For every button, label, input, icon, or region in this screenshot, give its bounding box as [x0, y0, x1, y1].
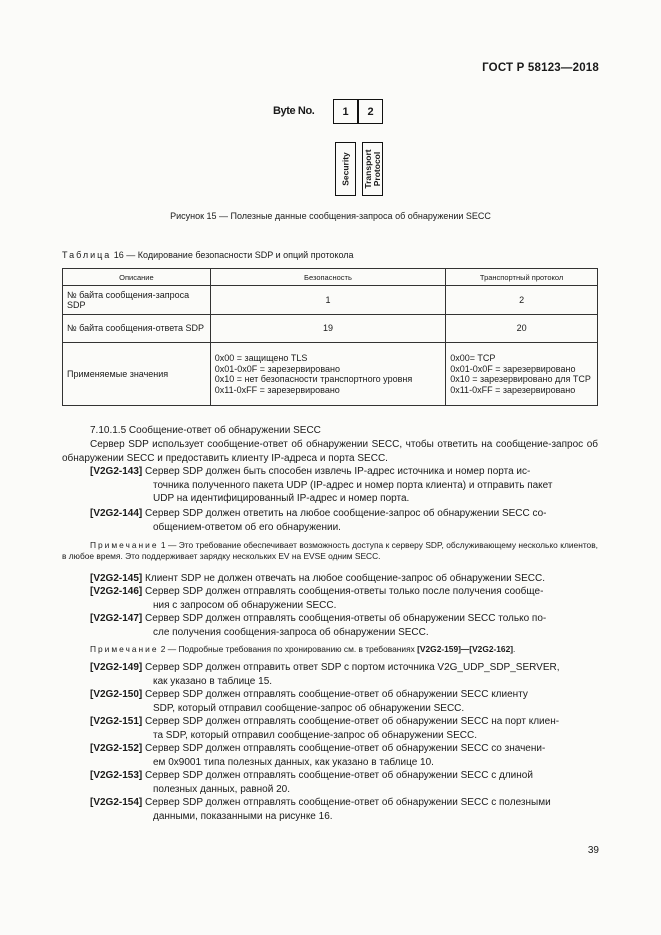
note-text: Это требование обеспечивает возможность доступа к серверу SDP, обслуживающему несколько клиентов, в любое время. Это поддерживает зарядку нескольких EV на EVSE одним SECC. [62, 540, 598, 561]
requirement-cont: как указано в таблице 15. [153, 675, 273, 687]
note-ref: [V2G2-159] [417, 644, 461, 654]
row1-security: 1 [210, 286, 445, 315]
field-security-label: Security [340, 152, 350, 186]
requirement-tag: [V2G2-149] [90, 662, 143, 673]
note-ref: [V2G2-162] [469, 644, 514, 654]
note-label: Примечание [90, 540, 159, 550]
page-number: 39 [587, 845, 599, 856]
byte-box-1: 1 [333, 99, 358, 124]
requirement-v2g2-144 [90, 507, 598, 534]
requirement-v2g2-147 [90, 612, 598, 639]
security-value-line: 0x00 = защищено TLS [214, 353, 308, 363]
row2-desc: № байта сообщения-ответа SDP [63, 315, 211, 343]
requirement-text: Клиент SDP не должен отвечать на любое сообщение-запрос об обнаружении SECC. [145, 573, 545, 584]
requirement-text: Сервер SDP должен отправлять сообщения-ответы об обнаружении SECC только по- [145, 613, 547, 624]
table-title-word: Таблица [62, 250, 112, 260]
document-header: ГОСТ Р 58123—2018 [482, 62, 599, 74]
requirement-tag: [V2G2-151] [90, 716, 143, 727]
table-row [63, 343, 598, 406]
table-title [62, 250, 354, 260]
note-2 [62, 644, 598, 655]
note-1 [62, 540, 598, 562]
requirement-text: Сервер SDP должен отправлять сообщение-ответ об обнаружении SECC на порт клиен- [145, 716, 560, 727]
requirement-v2g2-146 [90, 585, 598, 612]
table-row [63, 315, 598, 343]
requirement-cont: UDP на идентифицированный IP-адрес и номер порта. [153, 493, 410, 504]
requirement-cont: SDP, который отправил сообщение-запрос об обнаружении SECC. [153, 702, 465, 714]
note-end: . [513, 644, 516, 654]
requirement-cont: ем 0x9001 типа полезных данных, как указано в таблице 10. [153, 756, 434, 768]
transport-value-line: 0x10 = зарезервировано для TCP [450, 374, 591, 384]
requirement-v2g2-152 [90, 742, 598, 769]
requirement-cont: та SDP, который отправил сообщение-запрос об обнаружении SECC. [153, 729, 477, 741]
requirement-cont: полезных данных, равной 20. [153, 783, 290, 795]
field-transport-protocol-label: Transport Protocol [362, 149, 382, 189]
byte-box-2: 2 [358, 99, 383, 124]
requirement-cont: данными, показанными на рисунке 16. [153, 810, 333, 822]
requirement-v2g2-150 [90, 688, 598, 715]
requirement-tag: [V2G2-143] [90, 466, 143, 477]
requirement-tag: [V2G2-152] [90, 743, 143, 754]
requirement-cont: точника полученного пакета UDP (IP-адрес и номер порта клиента) и отправить пакет [153, 479, 553, 491]
requirement-tag: [V2G2-145] [90, 573, 143, 584]
row2-security: 19 [210, 315, 445, 343]
table-title-rest: 16 — Кодирование безопасности SDP и опций протокола [111, 250, 354, 260]
row3-security [210, 343, 445, 406]
section-heading: 7.10.1.5 Сообщение-ответ об обнаружении SECC [90, 425, 321, 436]
requirement-text: Сервер SDP должен отправлять сообщение-ответ об обнаружении SECC со значени- [145, 743, 546, 754]
requirement-text: Сервер SDP должен ответить на любое сообщение-запрос об обнаружении SECC со- [145, 508, 547, 519]
table-header-row [63, 269, 598, 286]
col-header-security: Безопасность [210, 269, 445, 286]
requirement-tag: [V2G2-146] [90, 586, 143, 597]
security-value-line: 0x10 = нет безопасности транспортного уровня [214, 374, 413, 384]
col-header-description: Описание [63, 269, 211, 286]
field-transport-protocol [362, 142, 383, 196]
requirement-tag: [V2G2-153] [90, 770, 143, 781]
security-value-line: 0x11-0xFF = зарезервировано [214, 384, 340, 395]
sdp-coding-table [62, 268, 598, 406]
requirement-tag: [V2G2-154] [90, 797, 143, 808]
requirement-v2g2-143 [90, 465, 598, 506]
requirement-text: Сервер SDP должен отправлять сообщение-ответ об обнаружении SECC с полезными [145, 797, 551, 808]
row2-transport: 20 [446, 315, 598, 343]
note-number: 1 — [158, 540, 179, 550]
figure-caption: Рисунок 15 — Полезные данные сообщения-запроса об обнаружении SECC [170, 211, 491, 221]
byte-number-label: Byte No. [273, 105, 315, 117]
note-number: 2 — [158, 644, 179, 654]
requirement-text: Сервер SDP должен быть способен извлечь IP-адрес источника и номер порта ис- [145, 466, 531, 477]
requirement-text: Сервер SDP должен отправлять сообщения-ответы только после получения сообще- [145, 586, 544, 597]
requirement-v2g2-151 [90, 715, 598, 742]
requirement-v2g2-149 [90, 661, 598, 688]
requirement-v2g2-145 [90, 572, 598, 586]
row3-transport [446, 343, 598, 406]
requirement-tag: [V2G2-150] [90, 689, 143, 700]
requirement-v2g2-154 [90, 796, 598, 823]
requirement-text: Сервер SDP должен отправить ответ SDP с портом источника V2G_UDP_SDP_SERVER, [145, 662, 560, 673]
row1-desc: № байта сообщения-запроса SDP [63, 286, 211, 315]
section-intro: Сервер SDP использует сообщение-ответ об обнаружении SECC, чтобы ответить на сообщение-запрос об обнаружении SECC и предоставить клиенту IP-адреса и порта SECC. [62, 439, 598, 464]
table-row [63, 286, 598, 315]
field-security [335, 142, 356, 196]
transport-value-line: 0x11-0xFF = зарезервировано [450, 384, 576, 395]
requirement-v2g2-153 [90, 769, 598, 796]
transport-value-line: 0x01-0x0F = зарезервировано [450, 363, 576, 374]
security-value-line: 0x01-0x0F = зарезервировано [214, 363, 340, 374]
requirement-cont: ния с запросом об обнаружении SECC. [153, 599, 337, 611]
note-text: Подробные требования по хронированию см. в требованиях [178, 644, 418, 654]
note-dash: — [460, 644, 470, 654]
row1-transport: 2 [446, 286, 598, 315]
requirement-cont: общением-ответом об его обнаружении. [153, 521, 341, 533]
note-label: Примечание [90, 644, 159, 654]
transport-value-line: 0x00= TCP [450, 353, 496, 363]
requirement-text: Сервер SDP должен отправлять сообщение-ответ об обнаружении SECC с длиной [145, 770, 533, 781]
row3-desc: Применяемые значения [63, 343, 211, 406]
col-header-transport: Транспортный протокол [446, 269, 598, 286]
requirement-cont: сле получения сообщения-запроса об обнаружении SECC. [153, 626, 429, 638]
requirement-tag: [V2G2-147] [90, 613, 143, 624]
requirement-tag: [V2G2-144] [90, 508, 143, 519]
requirement-text: Сервер SDP должен отправлять сообщение-ответ об обнаружении SECC клиенту [145, 689, 528, 700]
